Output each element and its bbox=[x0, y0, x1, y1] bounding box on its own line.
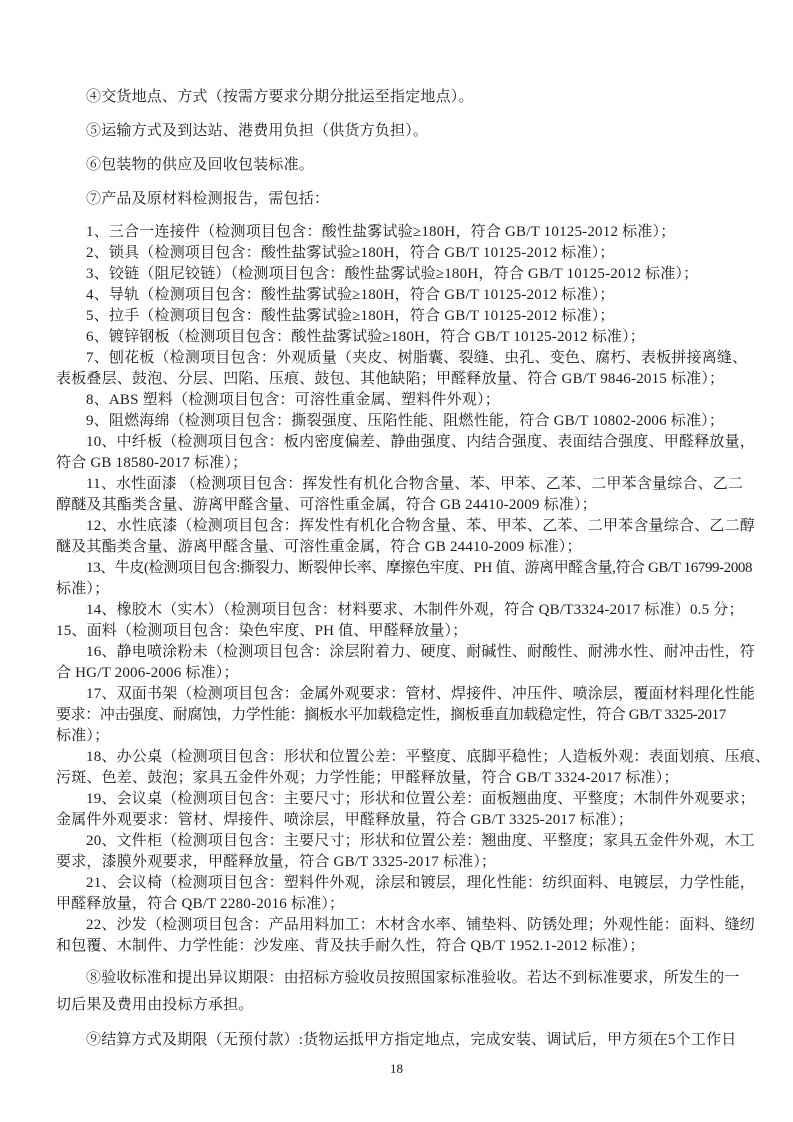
text-line: 和包覆、木制件、力学性能：沙发座、背及扶手耐久性，符合 QB/T 1952.1-2012 标准）； bbox=[56, 938, 645, 954]
text-line: 7、刨花板（检测项目包含：外观质量（夹皮、树脂囊、裂缝、虫孔、变色、腐朽、表板拼接离缝、 bbox=[86, 350, 748, 366]
text-line: 金属件外观要求：管材、焊接件、喷涂层，甲醛释放量，符合 GB/T 3325-2017 标准）； bbox=[56, 812, 634, 828]
text-line: 切后果及费用由投标方承担。 bbox=[56, 997, 254, 1013]
page-number: 18 bbox=[390, 1061, 403, 1076]
text-line: 甲醛释放量，符合 QB/T 2280-2016 标准）； bbox=[56, 896, 345, 912]
text-line: 12、水性底漆（检测项目包含：挥发性有机化合物含量、苯、甲苯、乙苯、二甲苯含量综合、乙二醇 bbox=[86, 518, 756, 534]
text-line: 11、水性面漆 （检测项目包含：挥发性有机化合物含量、苯、甲苯、乙苯、二甲苯含量综合、乙二 bbox=[86, 476, 744, 492]
text-line: 9、阻燃海绵（检测项目包含：撕裂强度、压陷性能、阻燃性能，符合 GB/T 10802-2006 标准）； bbox=[86, 413, 725, 429]
text-line: 20、文件柜（检测项目包含：主要尺寸；形状和位置公差：翘曲度、平整度；家具五金件外观，木工 bbox=[86, 833, 756, 849]
text-line: 14、橡胶木（实木）（检测项目包含：材料要求、木制件外观，符合 QB/T3324-2017 标准）0.5 分； bbox=[86, 602, 744, 618]
text-line: 污斑、色差、鼓泡；家具五金件外观；力学性能；甲醛释放量，符合 GB/T 3324-2017 标准）； bbox=[56, 770, 679, 786]
text-line: 16、静电喷涂粉未（检测项目包含：涂层附着力、硬度、耐碱性、耐酸性、耐沸水性、耐冲击性，符 bbox=[86, 644, 756, 660]
document-body bbox=[56, 86, 771, 1054]
text-line: 10、中纤板（检测项目包含：板内密度偏差、静曲强度、内结合强度、表面结合强度、甲醛释放量， bbox=[86, 434, 756, 450]
text-line: 表板叠层、鼓泡、分层、凹陷、压痕、鼓包、其他缺陷；甲醛释放量、符合 GB/T 9846-2015 标准）； bbox=[56, 371, 725, 387]
text-line: ⑨结算方式及期限（无预付款）:货物运抵甲方指定地点，完成安装、调试后，甲方须在5个工作日 bbox=[86, 1032, 737, 1048]
text-line: ⑦产品及原材料检测报告，需包括： bbox=[86, 191, 330, 207]
text-line: 6、镀锌钢板（检测项目包含：酸性盐雾试验≥180H，符合 GB/T 10125-2012 标准）； bbox=[86, 329, 646, 345]
text-line: 8、ABS 塑料（检测项目包含：可溶性重金属、塑料件外观）； bbox=[86, 392, 500, 408]
text-line: 醇醚及其酯类含量、游离甲醛含量、可溶性重金属，符合 GB 24410-2009 标准）； bbox=[56, 497, 597, 513]
text-line: 18、办公桌（检测项目包含：形状和位置公差：平整度、底脚平稳性；人造板外观：表面划痕、压痕、 bbox=[86, 749, 771, 765]
text-line: 3、铰链（阻尼铰链）（检测项目包含：酸性盐雾试验≥180H，符合 GB/T 10125-2012 标准）； bbox=[86, 266, 699, 282]
text-line: 醚及其酯类含量、游离甲醛含量、可溶性重金属，符合 GB 24410-2009 标准）； bbox=[56, 539, 582, 555]
text-line: 标准）； bbox=[56, 581, 110, 597]
text-line: ④交货地点、方式（按需方要求分期分批运至指定地点）。 bbox=[86, 89, 474, 105]
text-line: 22、沙发（检测项目包含：产品用料加工：木材含水率、铺垫料、防锈处理；外观性能：面料、缝纫 bbox=[86, 917, 756, 933]
text-line: 1、三合一连接件（检测项目包含：酸性盐雾试验≥180H，符合 GB/T 10125-2012 标准）； bbox=[86, 224, 676, 240]
text-line: 21、会议椅（检测项目包含：塑料件外观，涂层和镀层，理化性能：纺织面料、电镀层，力学性能， bbox=[86, 875, 756, 891]
text-line: ⑥包装物的供应及回收包装标准。 bbox=[86, 157, 315, 173]
text-line: 符合 GB 18580-2017 标准）； bbox=[56, 455, 248, 471]
text-line: 15、面料（检测项目包含：染色牢度、PH 值、甲醛释放量）； bbox=[56, 623, 468, 639]
text-line: 2、锁具（检测项目包含：酸性盐雾试验≥180H，符合 GB/T 10125-2012 标准）； bbox=[86, 245, 615, 261]
text-line: 13、牛皮(检测项目包含:撕裂力、断裂伸长率、摩擦色牢度、PH 值、游离甲醛含量,符合 GB/T 16799-2008 bbox=[86, 560, 753, 576]
text-line: 19、会议桌（检测项目包含：主要尺寸；形状和位置公差：面板翘曲度、平整度；木制件外观要求； bbox=[86, 791, 756, 807]
text-line: 要求，漆膜外观要求，甲醛释放量，符合 GB/T 3325-2017 标准）； bbox=[56, 854, 497, 870]
text-line: ⑤运输方式及到达站、港费用负担（供货方负担）。 bbox=[86, 123, 429, 139]
text-line: 合 HG/T 2006-2006 标准）； bbox=[56, 665, 239, 681]
text-line: 17、双面书架（检测项目包含：金属外观要求：管材、焊接件、冲压件、喷涂层，覆面材料理化性能 bbox=[86, 686, 756, 702]
text-line: 4、导轨（检测项目包含：酸性盐雾试验≥180H，符合 GB/T 10125-2012 标准）； bbox=[86, 287, 615, 303]
text-line: 要求：冲击强度、耐腐蚀，力学性能：搁板水平加载稳定性，搁板垂直加载稳定性，符合 GB/T 3325-2017 bbox=[56, 707, 726, 723]
text-line: ⑧验收标准和提出异议期限：由招标方验收员按照国家标准验收。若达不到标准要求，所发生的一 bbox=[86, 970, 740, 986]
text-line: 标准）； bbox=[56, 728, 110, 744]
text-line: 5、拉手（检测项目包含：酸性盐雾试验≥180H，符合 GB/T 10125-2012 标准）； bbox=[86, 308, 615, 324]
